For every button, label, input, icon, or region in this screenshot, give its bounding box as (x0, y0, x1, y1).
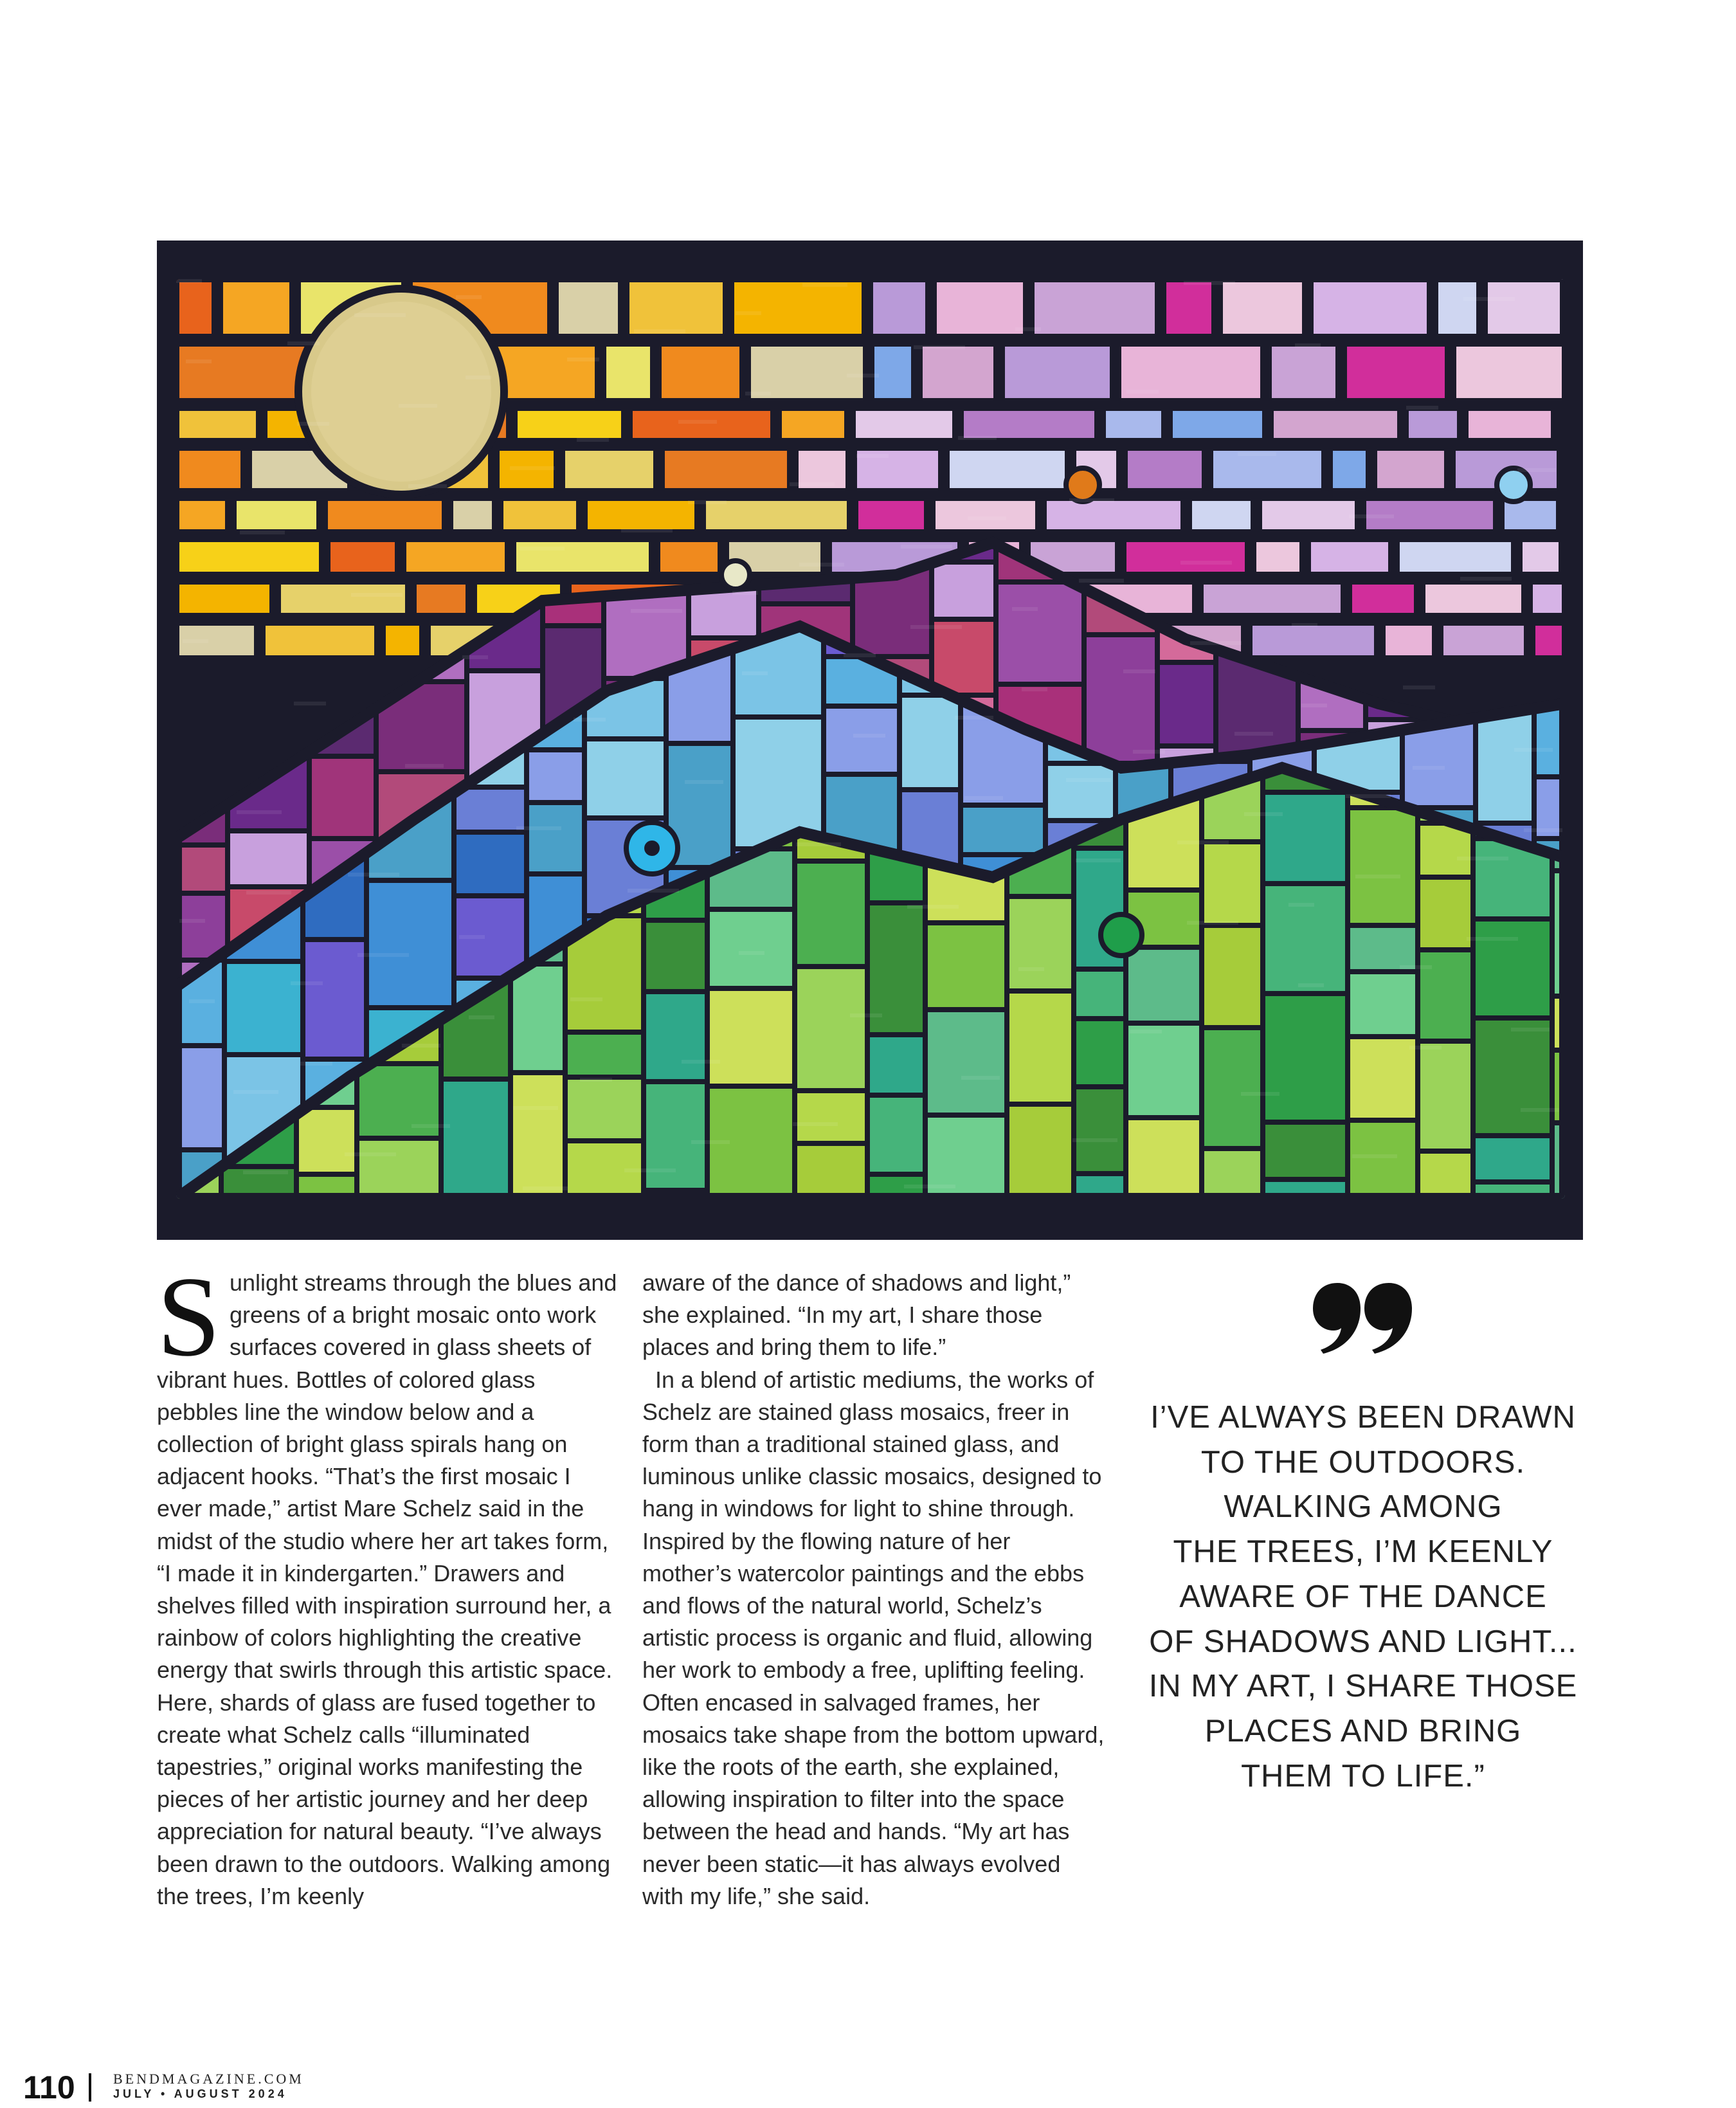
mosaic-tiles (170, 279, 1583, 1240)
pull-quote-line: THEM TO LIFE.” (1241, 1758, 1485, 1794)
pull-quote-line: WALKING AMONG (1224, 1489, 1503, 1525)
mosaic-artwork (157, 241, 1583, 1240)
article-paragraph-2: aware of the dance of shadows and light,” she explained. “In my art, I share those places and bring them to life.” (642, 1269, 1071, 1361)
article-paragraph-1: unlight streams through the blues and greens of a bright mosaic onto work surfaces covered in glass sheets of vibrant hues. Bottles of colored glass pebbles line the window below and a collection of bright glass spirals hang on adjacent hooks. “That’s the first mosaic I ever made,” artist Mare Schelz said in the midst of the studio where her art takes form, “I made it in kindergarten.” Drawers and shelves filled with inspiration surround her, a rainbow of colors highlighting the creative energy that swirls through this artistic space. Here, shards of glass are fused together to create what Schelz calls “illuminated tapestries,” original works manifesting the pieces of her artistic journey and her deep appreciation for natural beauty. “I’ve always been drawn to the outdoors. Walking among the trees, I’m keenly (157, 1269, 617, 1909)
pull-quote-line: PLACES AND BRING (1204, 1713, 1522, 1749)
pull-quote-line: THE TREES, I’M KEENLY (1173, 1534, 1553, 1570)
pull-quote-line: I’VE ALWAYS BEEN DRAWN (1150, 1400, 1576, 1435)
article-column-1 (157, 1253, 620, 1913)
drop-cap: S (157, 1253, 221, 1380)
pull-quote-line: AWARE OF THE DANCE (1179, 1579, 1547, 1614)
quotation-mark-icon (1312, 1277, 1415, 1354)
pull-quote-line: TO THE OUTDOORS. (1200, 1444, 1526, 1480)
stained-glass-mosaic-photo (157, 241, 1583, 1240)
issue-date: JULY • AUGUST 2024 (113, 2087, 287, 2100)
footer-divider (89, 2073, 91, 2102)
magazine-website: BENDMAGAZINE.COM (113, 2071, 304, 2087)
pull-quote-line: IN MY ART, I SHARE THOSE (1148, 1669, 1578, 1704)
article-column-2 (642, 1267, 1105, 1913)
article-paragraph-3: In a blend of artistic mediums, the works of Schelz are stained glass mosaics, freer in form than a traditional stained glass, and luminous unlike classic mosaics, designed to hang in windows for light to shine through. Inspired by the flowing nature of her mother’s watercolor paintings and the ebbs and flows of the natural world, Schelz’s artistic process is organic and fluid, allowing her work to embody a free, uplifting feeling. Often encased in salvaged frames, her mosaics take shape from the bottom upward, like the roots of the earth, she explained, allowing inspiration to filter into the space between the head and hands. “My art has never been static—it has always evolved with my life,” she said. (642, 1366, 1105, 1909)
page-number: 110 (23, 2069, 75, 2105)
pull-quote (1138, 1395, 1588, 1799)
pull-quote-line: OF SHADOWS AND LIGHT... (1149, 1624, 1577, 1659)
